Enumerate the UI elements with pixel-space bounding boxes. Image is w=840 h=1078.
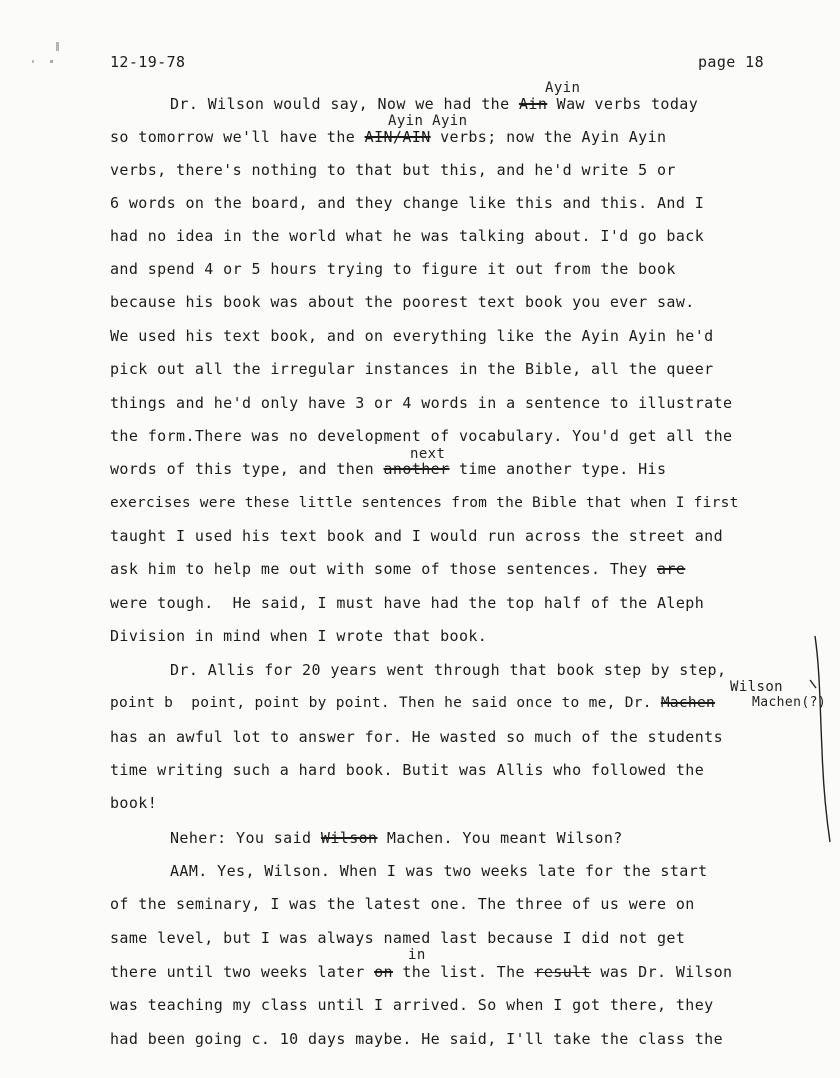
text-line: things and he'd only have 3 or 4 words in a sentence to illustrate [110, 394, 733, 412]
text-line: exercises were these little sentences from the Bible that when I first [110, 495, 739, 511]
text-line: and spend 4 or 5 hours trying to figure it out from the book [110, 260, 676, 278]
text-line: so tomorrow we'll have the AIN/AIN verbs; now the Ayin Ayin [110, 128, 667, 146]
text-line: point b point, point by point. Then he said once to me, Dr. Machen [110, 695, 716, 711]
text-line: 6 words on the board, and they change like this and this. And I [110, 194, 705, 212]
text-line: has an awful lot to answer for. He wasted so much of the students [110, 728, 723, 746]
text-line: taught I used his text book and I would run across the street and [110, 527, 723, 545]
annotation-machen-query: Machen(?) [752, 695, 827, 710]
text-line: verbs, there's nothing to that but this, and he'd write 5 or [110, 161, 676, 179]
text-line: the form.There was no development of vocabulary. You'd get all the [110, 427, 733, 445]
header-page-number: page 18 [698, 53, 765, 71]
annotation-in: in [408, 947, 426, 963]
annotation-ayin: Ayin [545, 80, 581, 96]
annotation-ayin-ayin: Ayin Ayin [388, 113, 468, 129]
text-line: had been going c. 10 days maybe. He said, I'll take the class the [110, 1030, 723, 1048]
text-line: time writing such a hard book. Butit was Allis who followed the [110, 761, 705, 779]
text-line: same level, but I was always named last because I did not get [110, 929, 686, 947]
text-line: had no idea in the world what he was talking about. I'd go back [110, 227, 705, 245]
margin-bracket-mark [790, 630, 838, 850]
text-line: because his book was about the poorest text book you ever saw. [110, 293, 695, 311]
header-date: 12-19-78 [110, 53, 186, 71]
annotation-next: next [410, 446, 446, 462]
text-line: words of this type, and then another time another type. His [110, 460, 667, 478]
text-line: there until two weeks later on the list. The result was Dr. Wilson [110, 963, 733, 981]
text-line: book! [110, 794, 158, 812]
text-line: Dr. Wilson would say, Now we had the Ain Waw verbs today [170, 95, 699, 113]
text-line: We used his text book, and on everything like the Ayin Ayin he'd [110, 327, 714, 345]
text-line: ask him to help me out with some of those sentences. They are [110, 560, 686, 578]
annotation-wilson: Wilson [730, 679, 783, 695]
text-line: of the seminary, I was the latest one. The three of us were on [110, 895, 695, 913]
text-line: Division in mind when I wrote that book. [110, 627, 488, 645]
text-line: Dr. Allis for 20 years went through that book step by step, [170, 661, 727, 679]
text-line: Neher: You said Wilson Machen. You meant Wilson? [170, 829, 623, 847]
text-line: were tough. He said, I must have had the top half of the Aleph [110, 594, 705, 612]
text-line: was teaching my class until I arrived. So when I got there, they [110, 996, 714, 1014]
text-line: AAM. Yes, Wilson. When I was two weeks late for the start [170, 862, 708, 880]
text-line: pick out all the irregular instances in the Bible, all the queer [110, 360, 714, 378]
